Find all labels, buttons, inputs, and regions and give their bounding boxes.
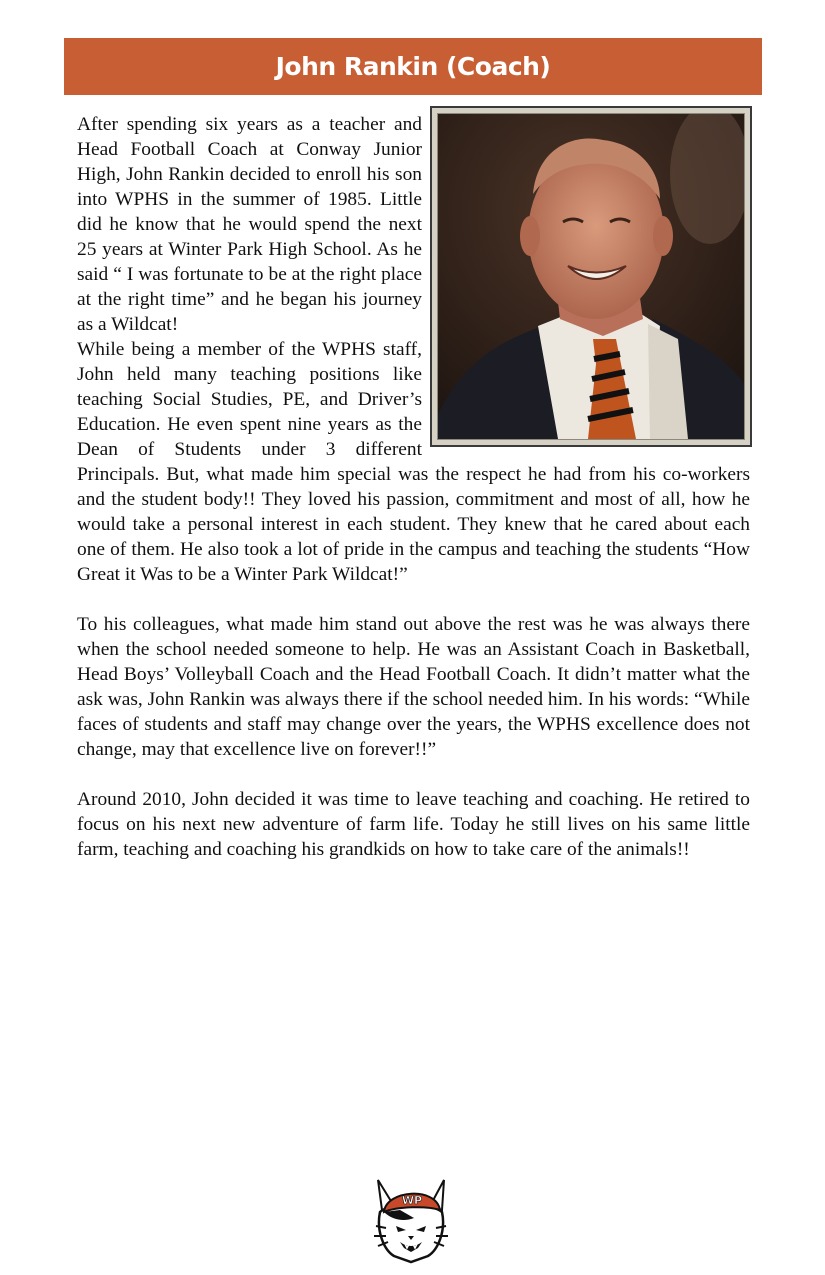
logo-text: WP: [401, 1194, 423, 1207]
article-body: [77, 112, 750, 862]
portrait-image: [438, 114, 744, 439]
paragraph-retirement: Around 2010, John decided it was time to leave teaching and coaching. He retired to focus on his next new adventure of farm life. Today he still lives on his same little farm, teaching and coaching his grandkids on how to take care of the animals!!: [77, 789, 750, 860]
paragraph-staff: While being a member of the WPHS staff, John held many teaching positions like teaching Social Studies, PE, and Driver’s Education. He even spent nine years as the Dean of Students under 3 different Principals. But, what made him special was the respect he had from his co-workers and the student body!! They loved his passion, commitment and most of all, how he would take a personal interest in each student. They knew that he cared about each one of them. He also took a lot of pride in the campus and teaching the students “How Great it Was to be a Winter Park Wildcat!”: [77, 339, 750, 585]
paragraph-intro: After spending six years as a teacher and Head Football Coach at Conway Junior High, John Rankin decided to enroll his son into WPHS in the summer of 1985. Little did he know that he would spend the next 25 years at Winter Park High School. As he said “ I was fortunate to be at the right place at the right time” and he began his journey as a Wildcat!: [77, 114, 422, 335]
wildcat-mascot-logo: [370, 1176, 452, 1264]
page-title: John Rankin (Coach): [64, 38, 762, 95]
coach-portrait-photo: [430, 106, 752, 447]
wildcat-icon: [370, 1176, 452, 1264]
paragraph-colleagues: To his colleagues, what made him stand out above the rest was he was always there when the school needed someone to help. He was an Assistant Coach in Basketball, Head Boys’ Volleyball Coach and the Head Football Coach. It didn’t matter what the ask was, John Rankin was always there if the school needed him. In his words: “While faces of students and staff may change over the years, the WPHS excellence does not change, may that excellence live on forever!!”: [77, 614, 750, 760]
